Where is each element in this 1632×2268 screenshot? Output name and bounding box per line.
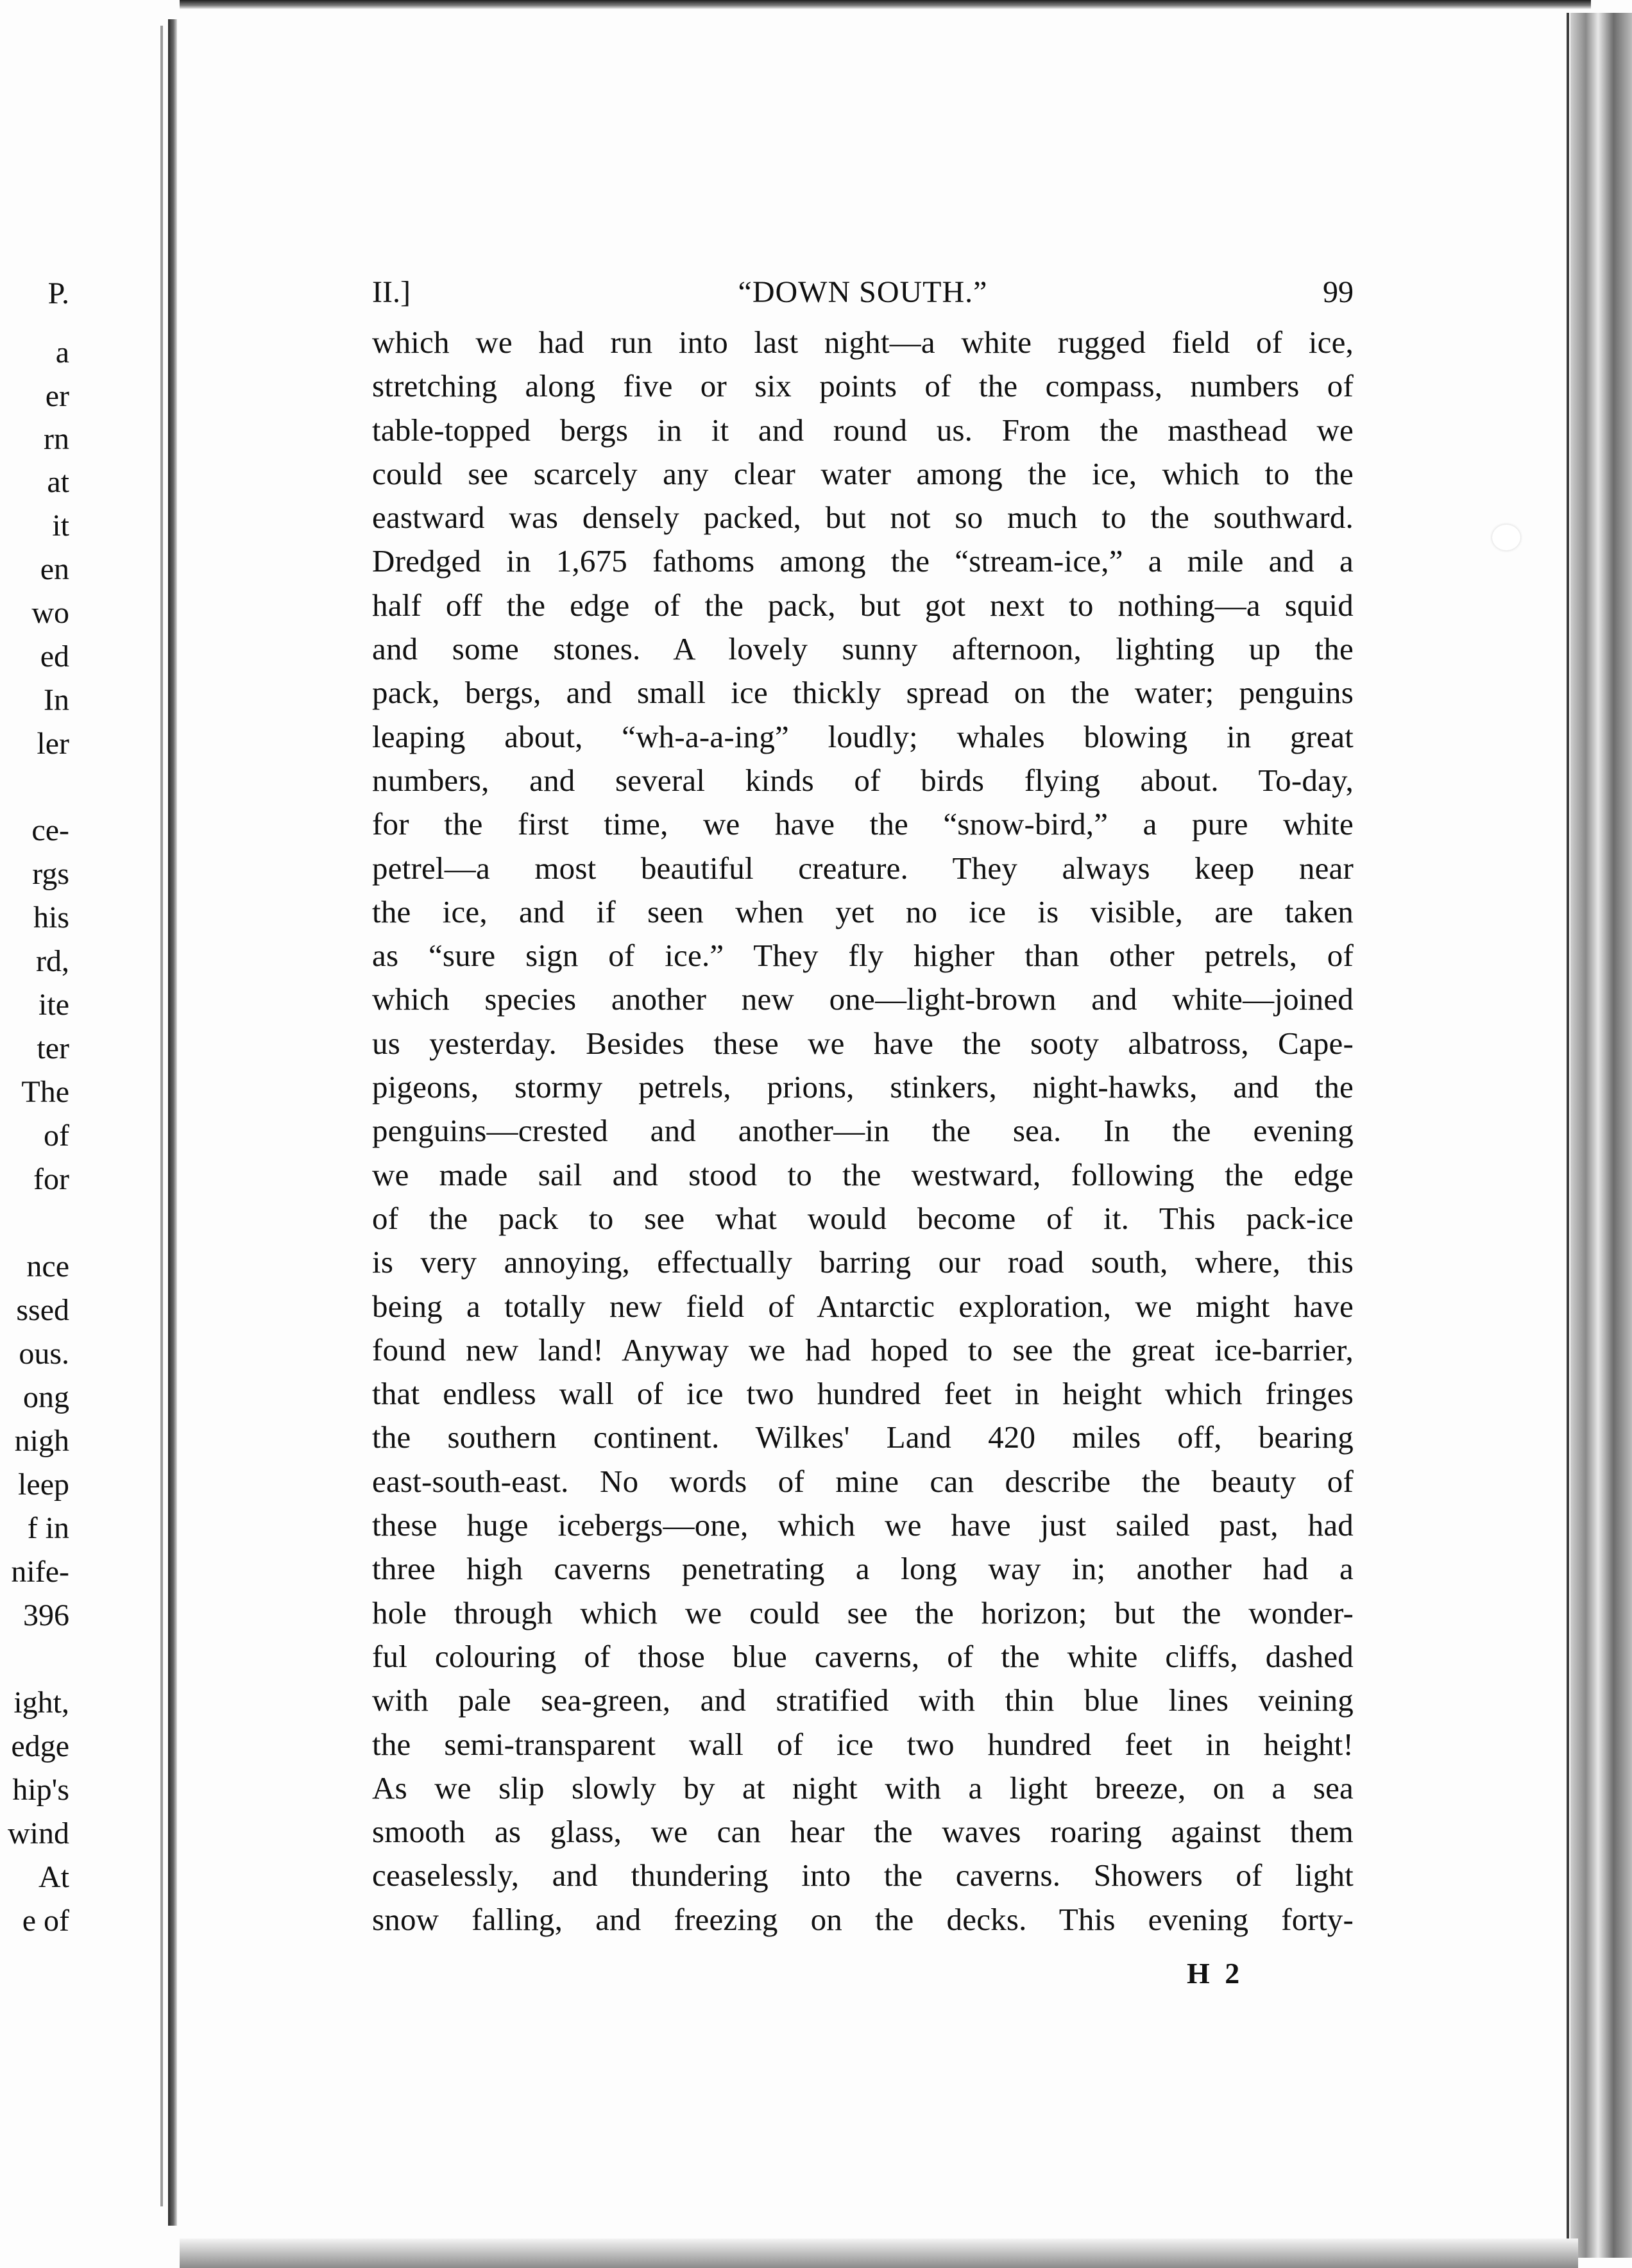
facing-page-line: f in: [27, 1511, 69, 1545]
text-line: ful colouring of those blue caverns, of the white cliffs, dashed: [372, 1638, 1354, 1674]
text-line: which we had run into last night—a white rugged field of ice,: [372, 325, 1354, 360]
text-line: the ice, and if seen when yet no ice is visible, are taken: [372, 893, 1354, 929]
facing-page-line: wind: [8, 1816, 69, 1850]
text-line: of the pack to see what would become of it. This pack-ice: [372, 1200, 1354, 1236]
facing-page-line: en: [40, 552, 69, 586]
facing-page-line: ce-: [31, 813, 69, 847]
facing-page-line: rd,: [36, 944, 69, 978]
facing-page-line: wo: [31, 596, 69, 630]
facing-page-line: rgs: [32, 857, 69, 891]
facing-page-line: leep: [18, 1468, 69, 1502]
facing-page-line: e of: [22, 1904, 69, 1938]
running-head: [372, 269, 1354, 321]
facing-page-line: his: [33, 901, 69, 935]
facing-page-line: for: [33, 1162, 69, 1196]
text-line: Dredged in 1,675 fathoms among the “stream-ice,” a mile and a: [372, 543, 1354, 579]
running-title: “DOWN SOUTH.”: [738, 275, 988, 309]
right-page-edge-line: [1567, 13, 1569, 2258]
text-line: pack, bergs, and small ice thickly spread on the water; penguins: [372, 675, 1354, 711]
text-line: smooth as glass, we can hear the waves roaring against them: [372, 1814, 1354, 1850]
facing-page-line: nce: [26, 1249, 69, 1283]
text-line: found new land! Anyway we had hoped to see the great ice-barrier,: [372, 1332, 1354, 1367]
text-line: that endless wall of ice two hundred feet in height which fringes: [372, 1376, 1354, 1412]
facing-page-line: ler: [37, 727, 69, 761]
facing-page-fragment: [0, 0, 160, 2268]
facing-page-line: ous.: [19, 1337, 69, 1371]
facing-page-line: er: [45, 379, 69, 413]
text-line: snow falling, and freezing on the decks. This evening forty-: [372, 1901, 1354, 1937]
facing-page-line: edge: [11, 1729, 69, 1763]
body-text: [372, 321, 1354, 1942]
facing-page-line: it: [52, 509, 69, 543]
text-line: we made sail and stood to the westward, following the edge: [372, 1156, 1354, 1192]
facing-page-line: a: [55, 335, 69, 369]
spine-gutter-shadow: [168, 19, 177, 2226]
printer-signature-mark: H 2: [1187, 1957, 1244, 1990]
text-line: half off the edge of the pack, but got next to nothing—a squid: [372, 587, 1354, 623]
facing-page-line: ed: [40, 639, 69, 673]
text-line: penguins—crested and another—in the sea. In the evening: [372, 1113, 1354, 1149]
facing-page-line: nife-: [11, 1555, 69, 1589]
facing-page-line: ong: [23, 1380, 69, 1414]
text-line: for the first time, we have the “snow-bird,” a pure white: [372, 806, 1354, 842]
facing-page-line: ight,: [13, 1686, 69, 1720]
right-page-edge: [1570, 13, 1632, 2258]
gutter-line: [160, 26, 163, 2206]
text-line: numbers, and several kinds of birds flying about. To-day,: [372, 762, 1354, 798]
text-line: east-south-east. No words of mine can describe the beauty of: [372, 1463, 1354, 1499]
text-line: As we slip slowly by at night with a light breeze, on a sea: [372, 1770, 1354, 1806]
text-line: could see scarcely any clear water among the ice, which to the: [372, 455, 1354, 491]
text-line: three high caverns penetrating a long way in; another had a: [372, 1551, 1354, 1587]
text-line: these huge icebergs—one, which we have just sailed past, had: [372, 1507, 1354, 1543]
facing-page-line: At: [38, 1860, 69, 1894]
chapter-number: II.]: [372, 275, 411, 309]
text-line: and some stones. A lovely sunny afternoon, lighting up the: [372, 631, 1354, 667]
facing-page-line: ter: [37, 1031, 69, 1065]
facing-page-line: rn: [44, 422, 69, 456]
text-line: which species another new one—light-brown and white—joined: [372, 981, 1354, 1017]
top-page-edge-shadow: [180, 0, 1591, 9]
text-line: eastward was densely packed, but not so much to the southward.: [372, 500, 1354, 536]
text-line: being a totally new field of Antarctic exploration, we might have: [372, 1288, 1354, 1324]
text-line: stretching along five or six points of the compass, numbers of: [372, 368, 1354, 404]
bottom-page-edge-shadow: [180, 2238, 1578, 2268]
text-line: with pale sea-green, and stratified with thin blue lines veining: [372, 1682, 1354, 1718]
facing-page-line: hip's: [12, 1773, 69, 1807]
facing-page-line: of: [44, 1119, 69, 1153]
text-line: pigeons, stormy petrels, prions, stinkers, night-hawks, and the: [372, 1069, 1354, 1105]
facing-page-line: ite: [38, 988, 69, 1022]
page-number: 99: [1323, 275, 1354, 309]
facing-page-line: The: [21, 1075, 69, 1109]
text-line: the semi-transparent wall of ice two hundred feet in height!: [372, 1726, 1354, 1762]
text-line: us yesterday. Besides these we have the sooty albatross, Cape-: [372, 1025, 1354, 1061]
book-page: [372, 269, 1354, 1990]
text-line: the southern continent. Wilkes' Land 420 miles off, bearing: [372, 1419, 1354, 1455]
facing-page-line: In: [44, 683, 69, 717]
facing-page-line: P.: [47, 276, 69, 310]
paper-speck: [1492, 525, 1520, 550]
text-line: is very annoying, effectually barring our road south, where, this: [372, 1244, 1354, 1280]
text-line: leaping about, “wh-a-a-ing” loudly; whales blowing in great: [372, 718, 1354, 754]
facing-page-line: nigh: [14, 1424, 69, 1458]
text-line: petrel—a most beautiful creature. They always keep near: [372, 850, 1354, 886]
facing-page-line: 396: [23, 1598, 69, 1632]
text-line: ceaselessly, and thundering into the caverns. Showers of light: [372, 1858, 1354, 1893]
facing-page-line: ssed: [16, 1293, 69, 1327]
text-line: table-topped bergs in it and round us. From the masthead we: [372, 412, 1354, 448]
facing-page-line: at: [47, 465, 69, 499]
text-line: hole through which we could see the horizon; but the wonder-: [372, 1595, 1354, 1630]
text-line: as “sure sign of ice.” They fly higher than other petrels, of: [372, 938, 1354, 974]
